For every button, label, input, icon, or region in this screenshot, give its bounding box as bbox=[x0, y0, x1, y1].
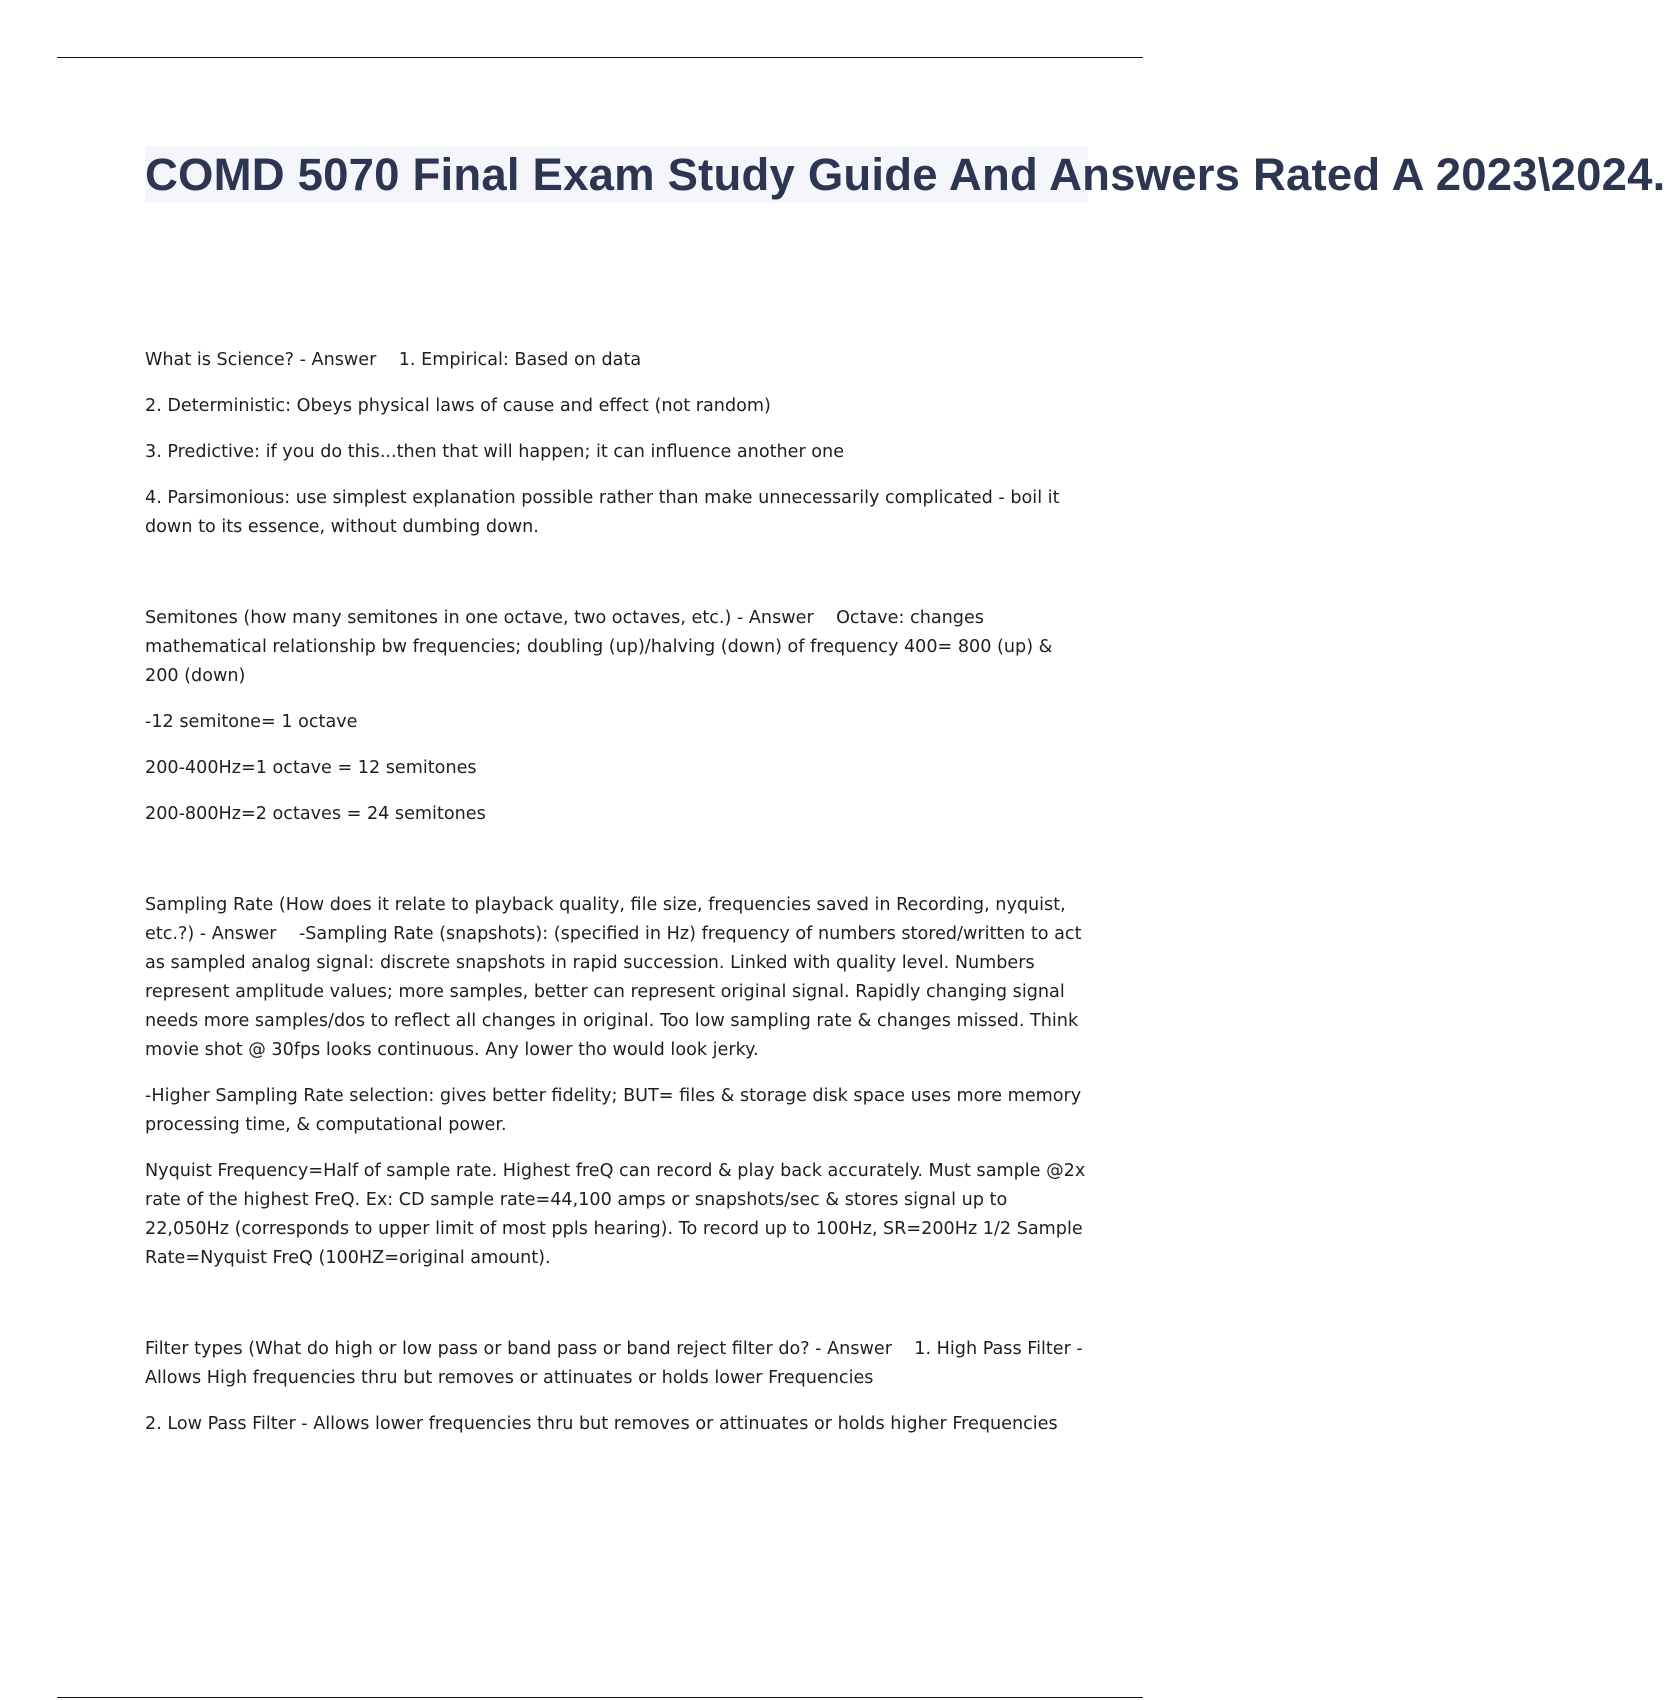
paragraph: Filter types (What do high or low pass or band pass or band reject filter do? - Answer 1. High Pass Filter - Allows High frequencies thru but removes or attinuates or holds lower Frequencies bbox=[145, 1339, 1089, 1388]
bottom-rule bbox=[57, 1697, 1143, 1698]
paragraph: 4. Parsimonious: use simplest explanation possible rather than make unnecessarily complicated - boil it down to its essence, without dumbing down. bbox=[145, 488, 1060, 537]
document-body bbox=[145, 346, 1090, 1456]
paragraph: 3. Predictive: if you do this...then that will happen; it can influence another one bbox=[145, 442, 845, 462]
paragraph: 200-400Hz=1 octave = 12 semitones bbox=[145, 758, 477, 778]
top-rule bbox=[57, 57, 1143, 58]
paragraph: Semitones (how many semitones in one octave, two octaves, etc.) - Answer Octave: changes mathematical relationship bw frequencies; doubling (up)/halving (down) of frequency 400= 800 (up) & 200 (down) bbox=[145, 608, 1058, 686]
paragraph: Nyquist Frequency=Half of sample rate. Highest freQ can record & play back accurately. Must sample @2x rate of the highest FreQ. Ex: CD sample rate=44,100 amps or snapshots/sec & stores signal up to 22,050Hz (corresponds to upper limit of most ppls hearing). To record up to 100Hz, SR=200Hz 1/2 Sample Rate=Nyquist FreQ (100HZ=original amount). bbox=[145, 1161, 1086, 1268]
paragraph: What is Science? - Answer 1. Empirical: Based on data bbox=[145, 350, 642, 370]
paragraph: 200-800Hz=2 octaves = 24 semitones bbox=[145, 804, 486, 824]
section-what-is-science bbox=[145, 346, 1090, 542]
section-semitones bbox=[145, 604, 1090, 829]
paragraph: 2. Deterministic: Obeys physical laws of cause and effect (not random) bbox=[145, 396, 771, 416]
paragraph: Sampling Rate (How does it relate to playback quality, file size, frequencies saved in Recording, nyquist, etc.?) - Answer -Sampling Rate (snapshots): (specified in Hz) frequency of numbers stored/written to act as sampled analog signal: discrete snapshots in rapid succession. Linked with quality level. Numbers represent amplitude values; more samples, better can represent original signal. Rapidly changing signal needs more samples/dos to reflect all changes in original. Too low sampling rate & changes missed. Think movie shot @ 30fps looks continuous. Any lower tho would look jerky. bbox=[145, 895, 1088, 1060]
paragraph: -12 semitone= 1 octave bbox=[145, 712, 358, 732]
document-title: COMD 5070 Final Exam Study Guide And Answers Rated A 2023\2024. bbox=[145, 149, 1666, 200]
title-block bbox=[145, 146, 1666, 203]
section-spacer bbox=[145, 846, 1090, 891]
section-filter-types bbox=[145, 1335, 1090, 1439]
section-spacer bbox=[145, 559, 1090, 604]
paragraph: -Higher Sampling Rate selection: gives better fidelity; BUT= files & storage disk space uses more memory processing time, & computational power. bbox=[145, 1086, 1082, 1135]
section-sampling-rate bbox=[145, 891, 1090, 1273]
paragraph: 2. Low Pass Filter - Allows lower frequencies thru but removes or attinuates or holds higher Frequencies bbox=[145, 1414, 1058, 1434]
section-spacer bbox=[145, 1290, 1090, 1335]
